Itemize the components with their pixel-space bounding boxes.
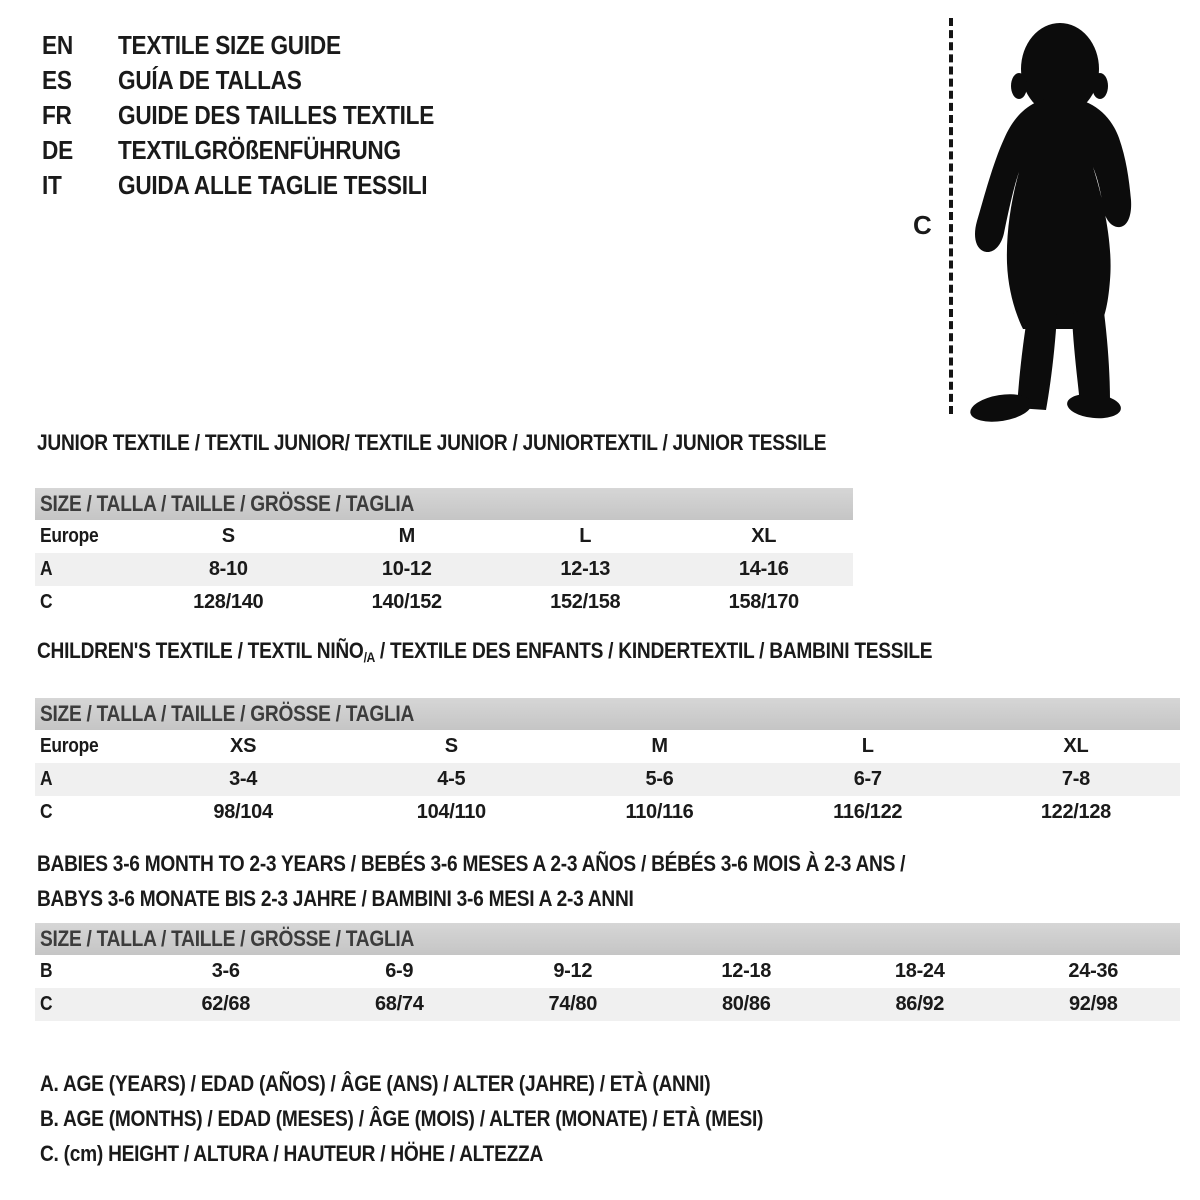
table-row [35,796,1180,829]
table-cell: 4-5 [437,768,466,790]
size-header-bar: SIZE / TALLA / TAILLE / GRÖSSE / TAGLIA [35,923,1180,955]
table-cell: 98/104 [213,801,273,823]
table-cell: 10-12 [381,558,432,580]
table-cell: 122/128 [1040,801,1112,823]
legend-line-b: B. AGE (MONTHS) / EDAD (MESES) / ÂGE (MOIS) / ALTER (MONATE) / ETÀ (MESI) [40,1106,764,1131]
table-cell: 9-12 [553,960,593,982]
row-label: C [40,993,53,1015]
table-cell: 18-24 [894,960,945,982]
height-measure-dashed-line [949,18,953,414]
table-cell: S [444,735,458,757]
table-row [35,553,853,586]
row-label: C [40,801,53,823]
table-row [35,988,1180,1021]
table-cell: 12-13 [560,558,611,580]
table-cell: 62/68 [201,993,251,1015]
table-cell: 128/140 [193,591,264,613]
babies-table-title: BABIES 3-6 MONTH TO 2-3 YEARS / BEBÉS 3-6 MESES A 2-3 AÑOS / BÉBÉS 3-6 MOIS À 2-3 ANS / BABYS 3-6 MONATE BIS 2-3 JAHRE / BAMBINI 3-6 MESI A 2-3 ANNI [37,851,906,911]
table-cell: 6-9 [385,960,414,982]
table-row [35,763,1180,796]
row-label: A [40,558,53,580]
language-row-de [42,133,481,168]
language-code: FR [42,100,72,130]
row-label: A [40,768,53,790]
table-cell: XL [1063,735,1089,757]
table-cell: 12-18 [721,960,772,982]
table-row [35,955,1180,988]
childrens-table-title: CHILDREN'S TEXTILE / TEXTIL NIÑO/A / TEXTILE DES ENFANTS / KINDERTEXTIL / BAMBINI TESSILE [37,638,933,665]
table-cell: 68/74 [374,993,424,1015]
language-title-list [42,28,481,203]
guide-title-fr: GUIDE DES TAILLES TEXTILE [118,100,435,130]
language-row-en [42,28,481,63]
table-cell: 7-8 [1061,768,1090,790]
height-measure-label: C [913,210,932,240]
table-cell: 3-6 [211,960,240,982]
guide-title-it: GUIDA ALLE TAGLIE TESSILI [118,170,428,200]
guide-title-es: GUÍA DE TALLAS [118,65,302,95]
table-cell: L [579,525,592,547]
table-cell: 116/122 [833,801,903,823]
size-header-bar: SIZE / TALLA / TAILLE / GRÖSSE / TAGLIA [35,488,853,520]
row-label: B [40,960,53,982]
toddler-silhouette-icon [957,12,1152,422]
table-cell: M [398,525,415,547]
language-code: ES [42,65,72,95]
table-row [35,730,1180,763]
legend-line-a: A. AGE (YEARS) / EDAD (AÑOS) / ÂGE (ANS) / ALTER (JAHRE) / ETÀ (ANNI) [40,1071,711,1096]
table-cell: 5-6 [645,768,674,790]
measure-legend [40,1066,871,1171]
table-cell: 3-4 [229,768,258,790]
table-cell: XL [751,525,777,547]
language-code: DE [42,135,73,165]
table-cell: 14-16 [738,558,789,580]
row-label: C [40,591,53,613]
table-cell: 152/158 [550,591,621,613]
language-row-es [42,63,481,98]
table-cell: 86/92 [895,993,945,1015]
table-cell: XS [230,735,257,757]
size-header-bar: SIZE / TALLA / TAILLE / GRÖSSE / TAGLIA [35,698,1180,730]
language-code: IT [42,170,62,200]
table-cell: 6-7 [853,768,882,790]
babies-textile-table [35,846,1180,1021]
language-row-it [42,168,481,203]
table-cell: M [651,735,668,757]
table-cell: 158/170 [728,591,799,613]
table-cell: 104/110 [416,801,486,823]
legend-line-c: C. (cm) HEIGHT / ALTURA / HAUTEUR / HÖHE / ALTEZZA [40,1141,544,1166]
table-row [35,520,853,553]
language-row-fr [42,98,481,133]
childrens-textile-table [35,638,1180,829]
junior-textile-table [35,430,853,619]
table-cell: 92/98 [1068,993,1118,1015]
guide-title-en: TEXTILE SIZE GUIDE [118,30,341,60]
table-row [35,586,853,619]
table-cell: 80/86 [721,993,771,1015]
table-cell: L [861,735,874,757]
table-cell: S [221,525,235,547]
row-label: Europe [40,525,99,547]
table-cell: 74/80 [548,993,598,1015]
table-cell: 8-10 [208,558,248,580]
table-cell: 24-36 [1068,960,1119,982]
row-label: Europe [40,735,99,757]
table-cell: 140/152 [371,591,442,613]
guide-title-de: TEXTILGRÖßENFÜHRUNG [118,135,401,165]
junior-table-title: JUNIOR TEXTILE / TEXTIL JUNIOR/ TEXTILE JUNIOR / JUNIORTEXTIL / JUNIOR TESSILE [37,430,827,455]
table-cell: 110/116 [625,801,694,823]
language-code: EN [42,30,73,60]
